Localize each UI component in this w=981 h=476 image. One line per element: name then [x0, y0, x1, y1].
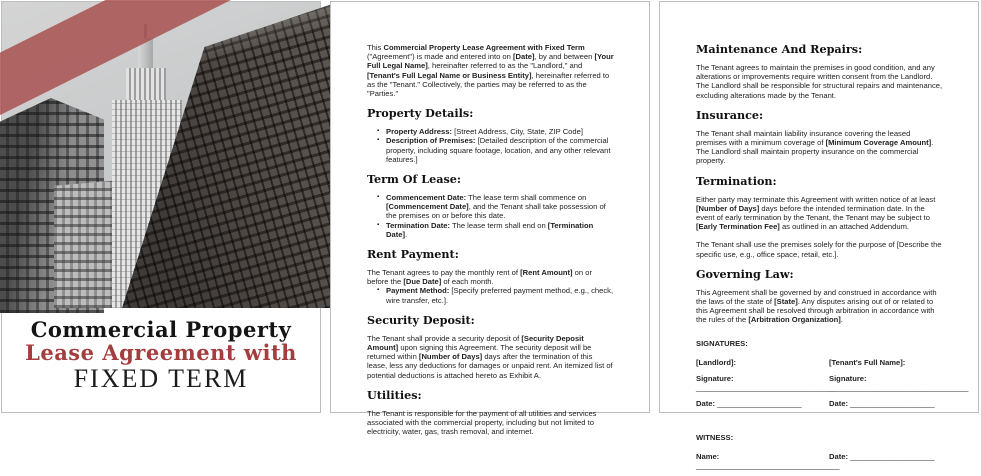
placeholder-token: Property Address: [386, 127, 452, 137]
placeholder-token: [Termination Date] [386, 220, 594, 239]
landlord-signature-row [696, 374, 836, 393]
list-item-text [386, 193, 614, 221]
list-item-text [386, 136, 614, 164]
placeholder-token: [State] [774, 297, 798, 307]
landlord-label: [Landlord]: [696, 357, 737, 367]
placeholder-token: Commercial Property Lease Agreement with Fixed Term [383, 43, 585, 52]
witness-block [696, 452, 943, 476]
witness-heading: WITNESS: [696, 432, 734, 442]
section-heading: Insurance: [696, 107, 764, 122]
paragraph [696, 129, 943, 166]
text-run: . The Landlord shall maintain property insurance on the commercial property. [696, 138, 934, 166]
signature-line: _________________________________ [829, 383, 969, 393]
text-run: , hereinafter referred to as the "Tenant." Collectively, the parties may be referred to as the "Parties." [367, 70, 610, 99]
paragraph [696, 288, 943, 325]
witness-date-cell [829, 452, 943, 470]
date-line: ____________________ [717, 399, 802, 409]
signature-line: _________________________________ [696, 383, 836, 393]
text-run: days before the intended termination date. In the event of early termination by the Tenant, the Tenant may be subject to [696, 203, 931, 223]
list-item-text [386, 127, 614, 136]
signature-label: Signature: [829, 374, 867, 384]
tower-upper [126, 68, 166, 102]
placeholder-token: [Number of Days] [418, 352, 483, 362]
placeholder-token: [Your Full Legal Name] [367, 52, 614, 71]
placeholder-token: [Due Date] [403, 277, 442, 287]
placeholder-token: [Arbitration Organization] [748, 315, 841, 325]
text-run: as outlined in an attached Addendum. [779, 222, 910, 232]
landlord-signature-cell [696, 357, 836, 416]
bullet-icon: ▪ [377, 194, 380, 201]
bullet-icon: ▪ [377, 287, 380, 294]
section-heading: Rent Payment: [367, 247, 459, 262]
text-run: . Any disputes arising out of or related to this Agreement shall be resolved through arbitration in accordance with the rules of the [696, 297, 935, 325]
text-run: This Agreement shall be governed by and construed in accordance with the laws of the state of [696, 287, 937, 307]
placeholder-token: [Commencement Date] [386, 202, 469, 212]
tenant-label: [Tenant's Full Name]: [829, 357, 906, 367]
text-run: upon signing this Agreement. The security deposit will be returned within [367, 343, 592, 362]
paragraph [696, 240, 943, 258]
placeholder-token: [Tenant's Full Legal Name or Business Entity] [367, 70, 532, 80]
placeholder-token: Description of Premises: [386, 136, 476, 146]
bullet-icon: ▪ [377, 137, 380, 144]
paragraph [367, 334, 614, 380]
list-item [367, 286, 614, 304]
landlord-date-row [696, 399, 829, 408]
signature-block [696, 357, 969, 422]
list-item [367, 127, 614, 136]
text-run: The Tenant shall use the premises solely for the purpose of [Describe the specific use, e.g., office space, retail, etc.]. [696, 240, 942, 259]
date-label: Date: [696, 399, 715, 409]
text-run: This [367, 43, 384, 52]
page-3-sections [696, 43, 943, 325]
section-heading: Governing Law: [696, 266, 794, 281]
text-run: [Detailed description of the commercial property, including square footage, location, and any other relevant features.] [386, 136, 611, 164]
paragraph [696, 63, 943, 100]
placeholder-token: Termination Date: [386, 220, 450, 230]
text-run: The Tenant agrees to pay the monthly rent of [367, 268, 521, 278]
text-run: The lease term shall end on [450, 220, 548, 230]
cover-page [1, 1, 321, 413]
page-3 [659, 1, 979, 471]
text-run: The Tenant is responsible for the payment of all utilities and services associated with the commercial property, including but not limited to electricity, water, gas, trash removal, and internet. [367, 408, 597, 437]
paragraph [696, 195, 943, 232]
date-line: ____________________ [850, 399, 935, 409]
section-heading: Property Details: [367, 106, 474, 121]
placeholder-token: [Date] [512, 52, 535, 62]
text-run: on or before the [367, 268, 592, 287]
date-line: ____________________ [850, 451, 935, 461]
name-label: Name: [696, 451, 720, 461]
list-item-text [386, 221, 614, 239]
section-heading: Utilities: [367, 387, 422, 402]
text-run: [Specify preferred payment method, e.g., check, wire transfer, etc.]. [386, 286, 614, 305]
paragraph [367, 268, 614, 286]
placeholder-token: [Number of Days] [696, 203, 760, 213]
text-run: , hereinafter referred to as the "Landlord," and [427, 61, 583, 71]
placeholder-token: Commencement Date: [386, 193, 467, 203]
list-item [367, 136, 614, 164]
text-run: Either party may terminate this Agreement with written notice of at least [696, 194, 936, 204]
name-line: __________________________________ [696, 461, 840, 471]
text-run: . [405, 229, 408, 239]
text-run: The Tenant agrees to maintain the premises in good condition, and any alterations or improvements require written consent from the Landlord. The Landlord shall be responsible for structural repairs and maintenance, excluding alterations made by the Tenant. [696, 63, 943, 100]
section-heading: Security Deposit: [367, 312, 475, 327]
list-item [367, 221, 614, 239]
text-run: The Tenant shall provide a security deposit of [367, 333, 522, 343]
cover-title [2, 319, 320, 392]
tenant-date-row [829, 399, 968, 408]
cover-title-line2: Lease Agreement with [25, 340, 297, 365]
section-heading: Maintenance And Repairs: [696, 42, 863, 56]
signatures-heading: SIGNATURES: [696, 338, 748, 348]
placeholder-token: [Rent Amount] [520, 268, 573, 278]
section-heading: Term Of Lease: [367, 172, 462, 187]
page-3-body [660, 2, 978, 476]
text-run: , and the Tenant shall take possession of the premises on or before this date. [386, 202, 606, 221]
placeholder-token: [Minimum Coverage Amount] [825, 138, 932, 148]
text-run: . [840, 315, 843, 325]
text-run: of each month. [441, 277, 494, 287]
paragraph [367, 409, 614, 437]
text-run: days after the termination of this lease, less any deductions for damages or unpaid rent. An itemized list of potential deductions is attached hereto as Exhibit A. [367, 352, 613, 380]
section-heading: Termination: [696, 173, 777, 188]
tenant-signature-cell [829, 358, 968, 416]
date-label: Date: [829, 399, 848, 409]
signature-label: Signature: [696, 374, 734, 384]
list-item [367, 193, 614, 221]
text-run: [Street Address, City, State, ZIP Code] [451, 127, 583, 137]
page-2 [330, 1, 650, 437]
tenant-signature-row [829, 374, 968, 392]
text-run: The lease term shall commence on [466, 193, 587, 203]
text-run: ("Agreement") is made and entered into on [367, 52, 513, 62]
bullet-icon: ▪ [377, 128, 380, 135]
placeholder-token: [Security Deposit Amount] [367, 333, 584, 353]
cover-title-line3: FIXED TERM [73, 364, 249, 393]
paragraph [367, 43, 614, 98]
date-label: Date: [829, 451, 848, 461]
text-run: , by and between [534, 52, 595, 62]
placeholder-token: [Early Termination Fee] [696, 222, 780, 232]
list-item-text [386, 286, 614, 304]
cover-photo [2, 2, 320, 308]
bullet-icon: ▪ [377, 221, 380, 228]
page-2-body [331, 2, 649, 436]
cover-title-line1: Commercial Property [30, 317, 292, 342]
placeholder-token: Payment Method: [386, 286, 450, 296]
text-run: The Tenant shall maintain liability insurance covering the leased premises with a minimum coverage of [696, 128, 911, 148]
